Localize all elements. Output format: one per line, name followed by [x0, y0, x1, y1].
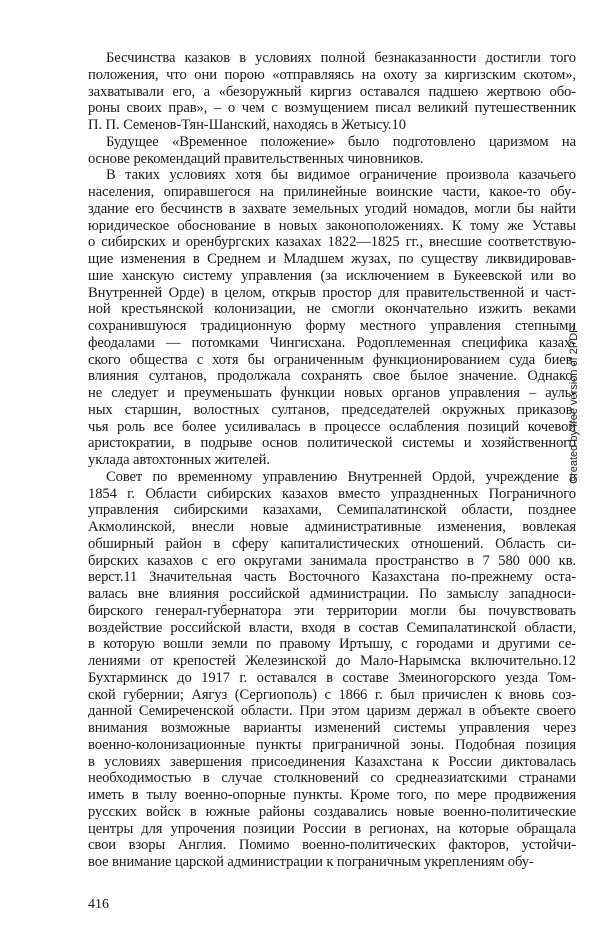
text-line: о сибирских и оренбургских казахах 1822—1825 гг., внесшие соответствую-	[88, 234, 576, 251]
text-line: Совет по временному управлению Внутренней Ордой, учреждение в	[106, 468, 576, 485]
text-line: внимания возможные варианты изменений системы управления через	[88, 720, 576, 736]
text-line: иметь в тылу военно-опорные пункты. Кроме того, по мере продвижения	[88, 787, 576, 803]
text-line: необходимостью в случае столкновений со среднеазиатскими странами	[88, 770, 576, 787]
text-line: здание его бесчинств в захвате земельных угодий номадов, могли бы найти	[88, 200, 576, 217]
text-line: аристократии, в подрыве основ политической системы и хозяйственного	[88, 435, 576, 452]
text-line: юридическое обоснование в новых законоположениях. К тому же Уставы	[88, 217, 576, 234]
text-line: основе рекомендаций правительственных чиновников.	[88, 150, 424, 167]
text-line: не следует и преуменьшать функции новых органов управления – ауль-	[88, 385, 576, 401]
text-line: роны своих прав», – о чем с возмущением писал великий путешественник	[88, 100, 576, 117]
text-line: сохранившуюся традиционную форму местного управления степными	[88, 318, 576, 334]
text-line: феодалами — потомками Чингисхана. Родоплеменная специфика казах-	[88, 334, 576, 351]
text-line: положения, что они порою «отправляясь на охоту за киргизским скотом»,	[88, 66, 576, 83]
text-line: шие ханскую систему управления (за исключением в Букеевской или во	[88, 267, 576, 284]
paragraph	[88, 469, 576, 871]
text-line: воздействие российской власти, входя в состав Семипалатинской области,	[88, 619, 576, 636]
text-line: лениями от крепостей Железинской до Мало-Нарымска включительно.12	[88, 653, 576, 669]
text-line: населения, опиравшегося на прилинейные воинские части, какое-то обу-	[88, 184, 576, 200]
text-line: бирского генерал-губернатора эти территории могли бы почувствовать	[88, 602, 576, 619]
text-line: ской губернии; Аягуз (Сергиополь) с 1866 г. был причислен к вновь соз-	[88, 686, 576, 703]
text-line: центры для упрочения позиции России в регионах, на которые обращала	[88, 820, 576, 837]
text-line: в условиях завершения присоединения Казахстана к России диктовалась	[88, 753, 576, 770]
text-line: щие изменения в Среднем и Младшем жузах, по существу ликвидировав-	[88, 251, 576, 267]
text-line: В таких условиях хотя бы видимое ограничение произвола казачьего	[106, 167, 576, 184]
text-line: военно-колонизационные пункты приграничной зоны. Подобная позиция	[88, 736, 576, 753]
text-line: Бухтарминск до 1917 г. оставался в составе Змеиногорского уезда Том-	[88, 669, 576, 686]
text-line: ной крестьянской колонизации, не смогли окончательно изжить веками	[88, 301, 576, 318]
watermark-text: Created by free version of 2PDF	[568, 326, 580, 484]
text-line: захватывали его, а «безоружный киргиз оставался падшею жертвою обо-	[88, 83, 576, 100]
text-line: ных старшин, волостных султанов, председателей окружных приказов,	[88, 401, 576, 418]
paragraph	[88, 50, 576, 134]
text-line: валась вне влияния российской администрации. По замыслу западноси-	[88, 586, 576, 602]
text-line: чья роль все более усиливалась в процессе ослабления позиций кочевой	[88, 418, 576, 435]
text-line: 1854 г. Области сибирских казахов вместо упраздненных Пограничного	[88, 485, 576, 502]
text-line: Бесчинства казаков в условиях полной безнаказанности достигли того	[106, 50, 576, 66]
text-line: ского общества с хотя бы ограниченным функционированием суда биев,	[88, 351, 576, 368]
text-line: Будущее «Временное положение» было подготовлено царизмом на	[106, 133, 576, 150]
text-line: бирских казахов с его округами занимала пространство в 7 580 000 кв.	[88, 552, 576, 569]
text-line: в которую вошли земли по правому Иртышу, с городами и другими се-	[88, 636, 576, 653]
text-line: русских войск в южные районы создавались новые военно-политические	[88, 803, 576, 820]
text-line: уклада автохтонных жителей.	[88, 452, 270, 468]
text-line: Внутренней Орде) в целом, открыв простор для правительственной и част-	[88, 284, 576, 301]
text-line: вое внимание царской администрации к пограничным укреплениям обу-	[88, 854, 534, 870]
text-line: Акмолинской, внесли новые административные изменения, вовлекая	[88, 519, 576, 535]
text-line: обширный район в сферу капиталистических отношений. Область си-	[88, 535, 576, 552]
paragraph	[88, 134, 576, 168]
text-line: П. П. Семенов-Тян-Шанский, находясь в Жетысу.10	[88, 117, 406, 133]
text-line: свои взоры Англия. Помимо военно-политических факторов, устойчи-	[88, 837, 576, 854]
body-text	[88, 50, 576, 871]
text-line: влияния султанов, продолжала сохранять свое былое значение. Однако,	[88, 368, 576, 385]
page-number: 416	[88, 897, 109, 912]
text-line: верст.11 Значительная часть Восточного Казахстана по-прежнему оста-	[88, 569, 576, 586]
text-line: управления сибирскими казахами, Семипалатинской области, позднее	[88, 502, 576, 519]
paragraph	[88, 167, 576, 469]
text-line: данной Семиреченской области. При этом царизм держал в объекте своего	[88, 703, 576, 720]
